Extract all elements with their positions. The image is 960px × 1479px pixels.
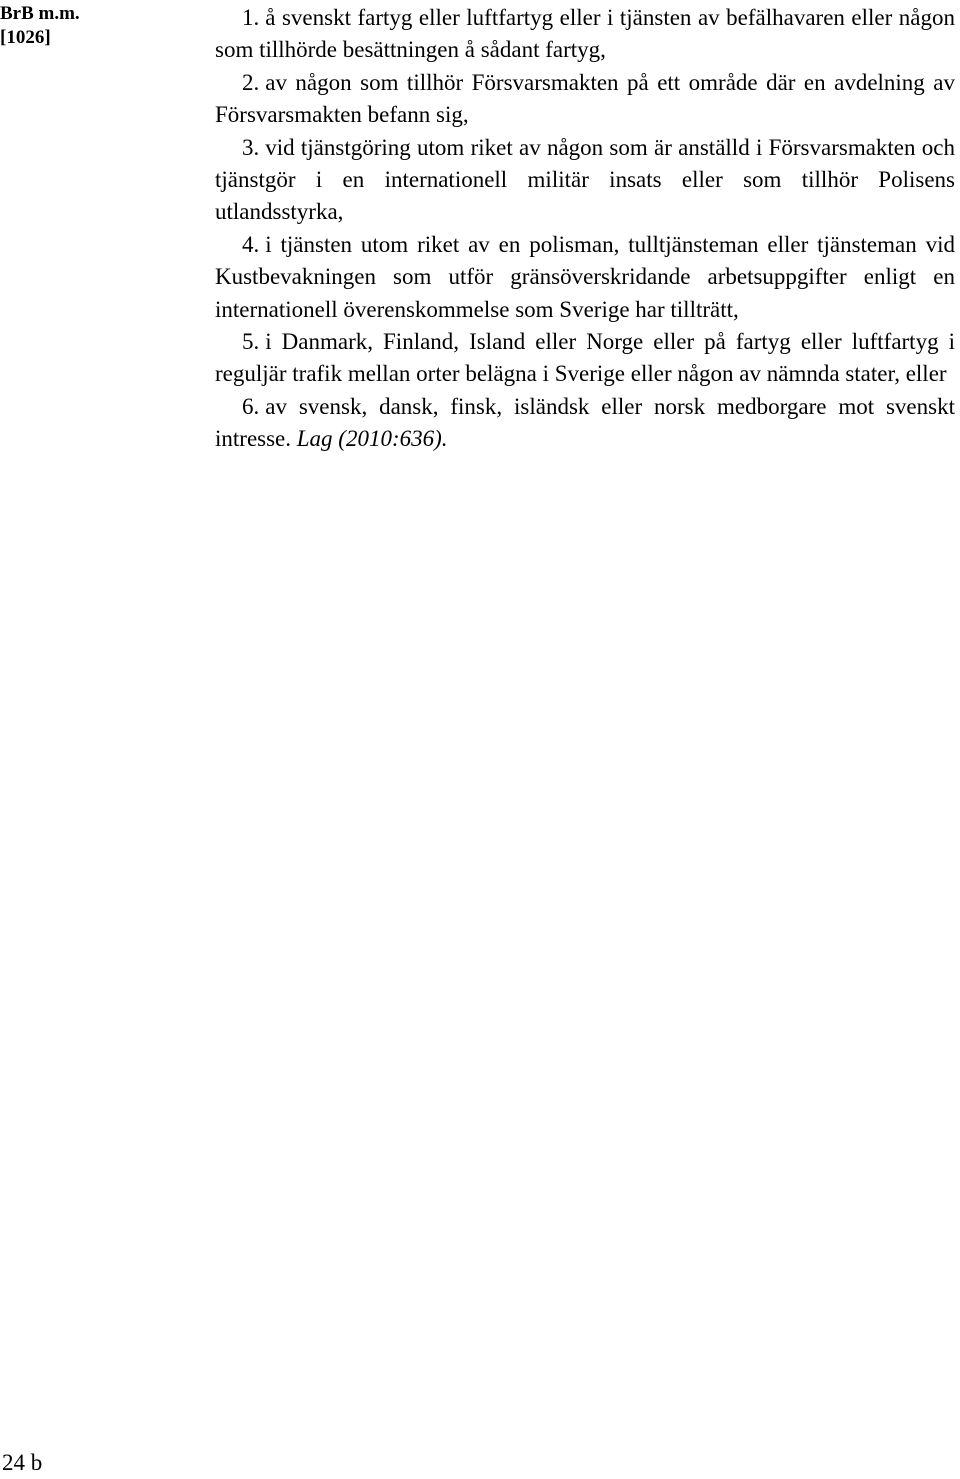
list-item [215, 2, 955, 67]
margin-note-section: [1026] [0, 27, 51, 48]
margin-note [0, 2, 120, 50]
item-text: å svenskt fartyg eller luftfartyg eller i tjänsten av befälhavaren eller någon som tillhörde besättningen å sådant fartyg, [215, 5, 955, 63]
list-item [215, 326, 955, 391]
item-text: i tjänsten utom riket av en polisman, tulltjänsteman eller tjänsteman vid Kustbevakningen som utför gränsöverskridande arbetsuppgifter enligt en internationell överenskommelse som Sverige har tillträtt, [215, 231, 955, 322]
list-item [215, 67, 955, 132]
list-item [215, 391, 955, 456]
list-item [215, 229, 955, 326]
item-text: av svensk, dansk, finsk, isländsk eller norsk medborgare mot svenskt intresse. [215, 393, 955, 452]
item-number: 1. [242, 5, 260, 30]
item-number: 2. [242, 69, 260, 95]
item-number: 5. [242, 329, 260, 355]
page-number: 24 b [2, 1450, 43, 1475]
list-item [215, 132, 955, 229]
item-text: av någon som tillhör Försvarsmakten på ett område där en avdelning av Försvarsmakten befann sig, [215, 69, 955, 128]
item-number: 4. [242, 231, 260, 257]
item-number: 6. [242, 393, 260, 419]
item-text: i Danmark, Finland, Island eller Norge eller på fartyg eller luftfartyg i reguljär trafik mellan orter belägna i Sverige eller någon av nämnda stater, eller [215, 329, 955, 387]
statute-text [215, 2, 955, 456]
law-reference: Lag (2010:636). [296, 426, 448, 452]
item-text: vid tjänstgöring utom riket av någon som är anställd i Försvarsmakten och tjänstgör i en internationell militär insats eller som tillhör Polisens utlandsstyrka, [215, 134, 955, 225]
item-number: 3. [242, 134, 260, 160]
margin-note-title: BrB m.m. [0, 3, 80, 24]
